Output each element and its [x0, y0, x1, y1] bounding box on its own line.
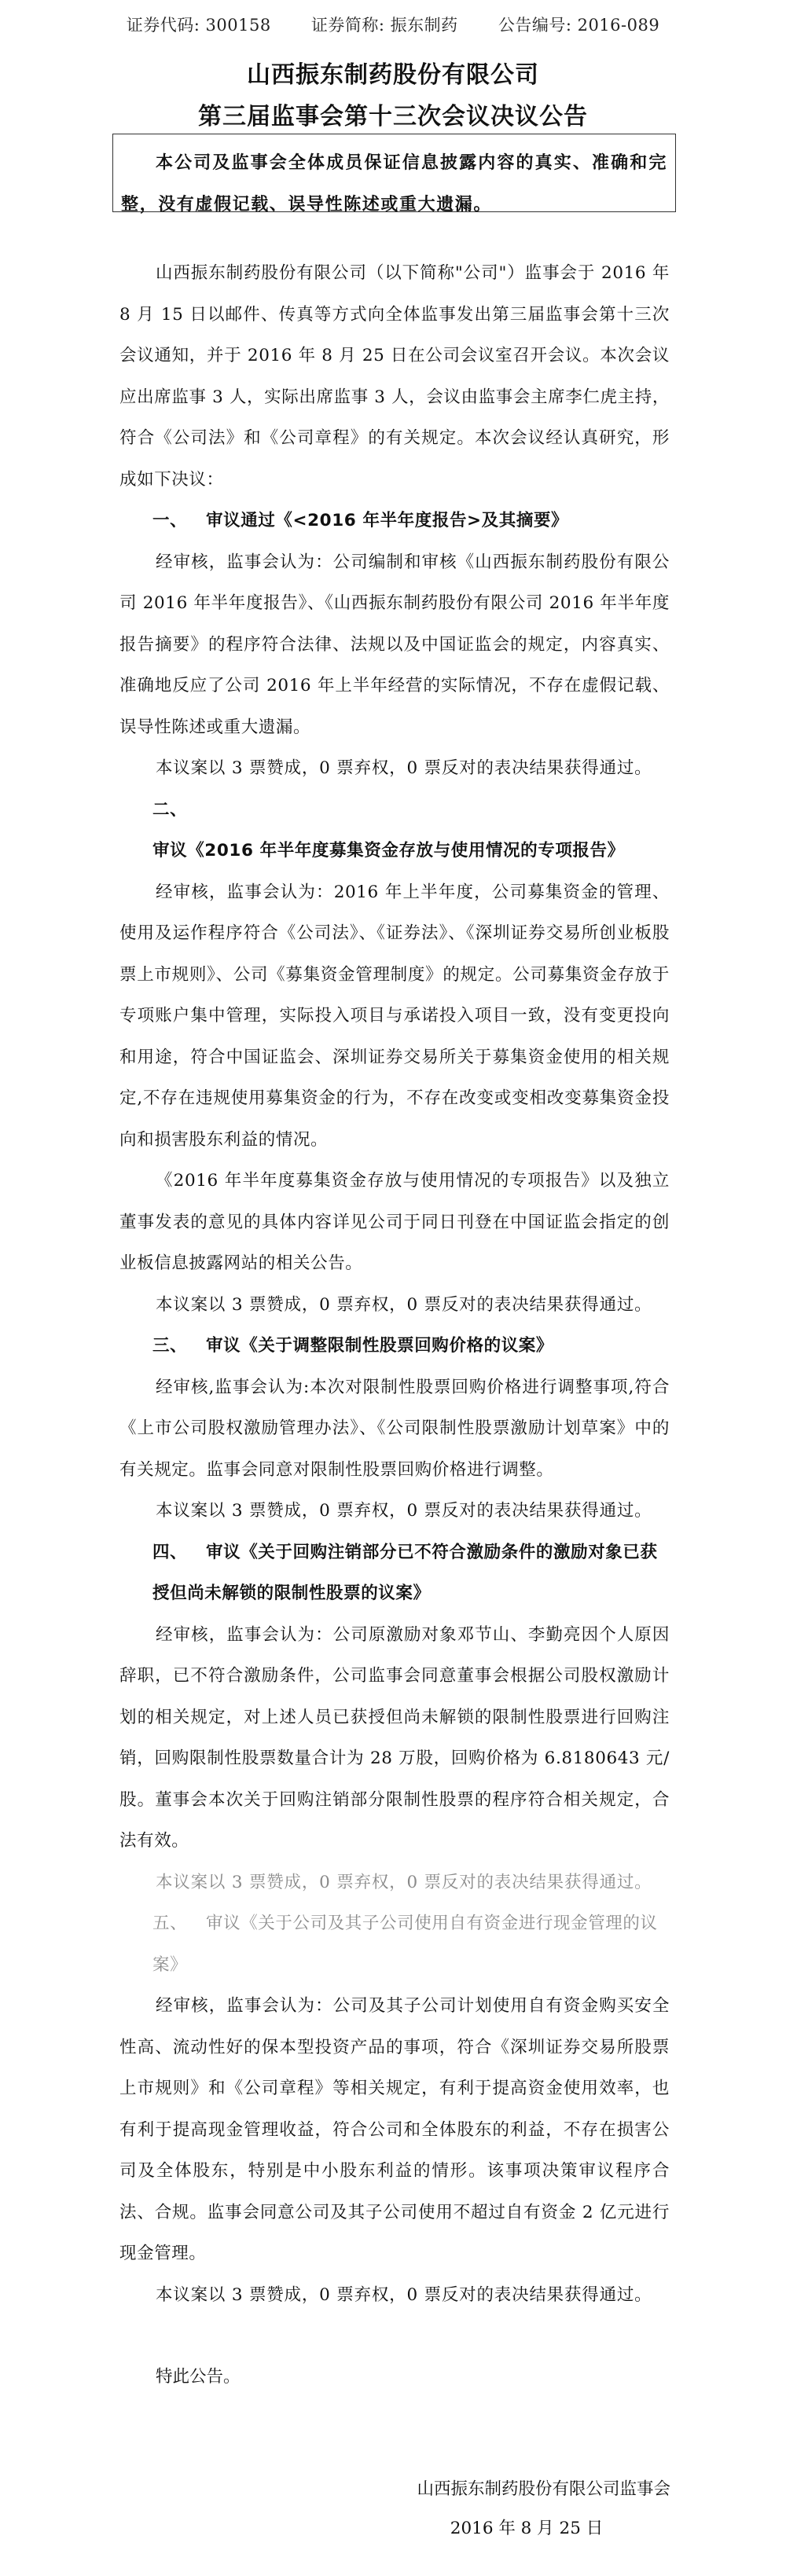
intro-paragraph: 山西振东制药股份有限公司（以下简称"公司"）监事会于 2016 年 8 月 15 日以邮件、传真等方式向全体监事发出第三届监事会第十三次会议通知，并于 2016 年 8 月 25 日在公司会议室召开会议。本次会议应出席监事 3 人，实际出席监事 3 人，会议由监事会主席李仁虎主持，符合《公司法》和《公司章程》的有关规定。本次会议经认真研究，形成如下决议： — [119, 263, 670, 490]
resolution-heading: 一、 审议通过《<2016 年半年度报告>及其摘要》 — [152, 511, 569, 530]
announcement-number: 公告编号: 2016-089 — [498, 16, 660, 35]
vote-result: 本议案以 3 票赞成，0 票弃权，0 票反对的表决结果获得通过。 — [156, 758, 652, 778]
spacer — [119, 2316, 670, 2357]
vote-result: 本议案以 3 票赞成，0 票弃权，0 票反对的表决结果获得通过。 — [156, 2284, 652, 2305]
resolution-1 — [119, 501, 670, 790]
disclaimer-box — [112, 134, 676, 215]
signature-date: 2016 年 8 月 25 日 — [450, 2519, 604, 2538]
stock-abbreviation: 证券简称: 振东制药 — [310, 16, 458, 35]
resolution-paragraph: 经审核，监事会认为：2016 年上半年度，公司募集资金的管理、使用及运作程序符合《公司法》、《证券法》、《深圳证券交易所创业板股票上市规则》、公司《募集资金管理制度》的规定。公司募集资金存放于专项账户集中管理，实际投入项目与承诺投入项目一致，没有变更投向和用途，符合中国证监会、深圳证券交易所关于募集资金使用的相关规定,不存在违规使用募集资金的行为，不存在改变或变相改变募集资金投向和损害股东利益的情况。 — [119, 882, 670, 1150]
disclaimer-text: 本公司及监事会全体成员保证信息披露内容的真实、准确和完整，没有虚假记载、误导性陈述或重大遗漏。 — [121, 153, 667, 215]
resolution-3 — [119, 1326, 670, 1532]
resolution-heading: 四、 审议《关于回购注销部分已不符合激励条件的激励对象已获授但尚未解锁的限制性股票的议案》 — [152, 1542, 658, 1603]
closing-statement: 特此公告。 — [156, 2367, 241, 2387]
document-body — [119, 253, 670, 2398]
resolution-paragraph: 经审核，监事会认为：公司编制和审核《山西振东制药股份有限公司 2016 年半年度报告》、《山西振东制药股份有限公司 2016 年半年度报告摘要》的程序符合法律、法规以及中国证监会的规定，内容真实、准确地反应了公司 2016 年上半年经营的实际情况，不存在虚假记载、误导性陈述或重大遗漏。 — [119, 552, 670, 737]
company-title: 山西振东制药股份有限公司 — [247, 61, 539, 89]
document-header — [0, 13, 786, 36]
resolution-heading: 二、审议《2016 年半年度募集资金存放与使用情况的专项报告》 — [152, 799, 625, 861]
resolution-5 — [119, 1903, 670, 2316]
resolution-2 — [119, 790, 670, 1327]
resolution-4 — [119, 1532, 670, 1904]
signature-organization: 山西振东制药股份有限公司监事会 — [417, 2479, 670, 2499]
vote-result: 本议案以 3 票赞成，0 票弃权，0 票反对的表决结果获得通过。 — [156, 1872, 652, 1892]
resolution-paragraph: 《2016 年半年度募集资金存放与使用情况的专项报告》以及独立董事发表的意见的具体内容详见公司于同日刊登在中国证监会指定的创业板信息披露网站的相关公告。 — [119, 1171, 670, 1273]
resolution-paragraph: 经审核,监事会认为:本次对限制性股票回购价格进行调整事项,符合《上市公司股权激励管理办法》、《公司限制性股票激励计划草案》中的有关规定。监事会同意对限制性股票回购价格进行调整。 — [119, 1377, 670, 1480]
resolution-paragraph: 经审核，监事会认为：公司原激励对象邓节山、李勤亮因个人原因辞职，已不符合激励条件，公司监事会同意董事会根据公司股权激励计划的相关规定，对上述人员已获授但尚未解锁的限制性股票进行回购注销，回购限制性股票数量合计为 28 万股，回购价格为 6.8180643 元/股。董事会本次关于回购注销部分限制性股票的程序符合相关规定，合法有效。 — [119, 1624, 670, 1851]
resolution-heading: 五、 审议《关于公司及其子公司使用自有资金进行现金管理的议案》 — [152, 1914, 658, 1975]
announcement-title: 第三届监事会第十三次会议决议公告 — [198, 103, 588, 130]
vote-result: 本议案以 3 票赞成，0 票弃权，0 票反对的表决结果获得通过。 — [156, 1294, 652, 1315]
stock-code: 证券代码: 300158 — [126, 16, 271, 35]
vote-result: 本议案以 3 票赞成，0 票弃权，0 票反对的表决结果获得通过。 — [156, 1501, 652, 1521]
resolution-heading: 三、 审议《关于调整限制性股票回购价格的议案》 — [152, 1336, 554, 1356]
resolution-paragraph: 经审核，监事会认为：公司及其子公司计划使用自有资金购买安全性高、流动性好的保本型投资产品的事项，符合《深圳证券交易所股票上市规则》和《公司章程》等相关规定，有利于提高资金使用效率，也有利于提高现金管理收益，符合公司和全体股东的利益，不存在损害公司及全体股东，特别是中小股东利益的情形。该事项决策审议程序合法、合规。监事会同意公司及其子公司使用不超过自有资金 2 亿元进行现金管理。 — [119, 1996, 670, 2263]
